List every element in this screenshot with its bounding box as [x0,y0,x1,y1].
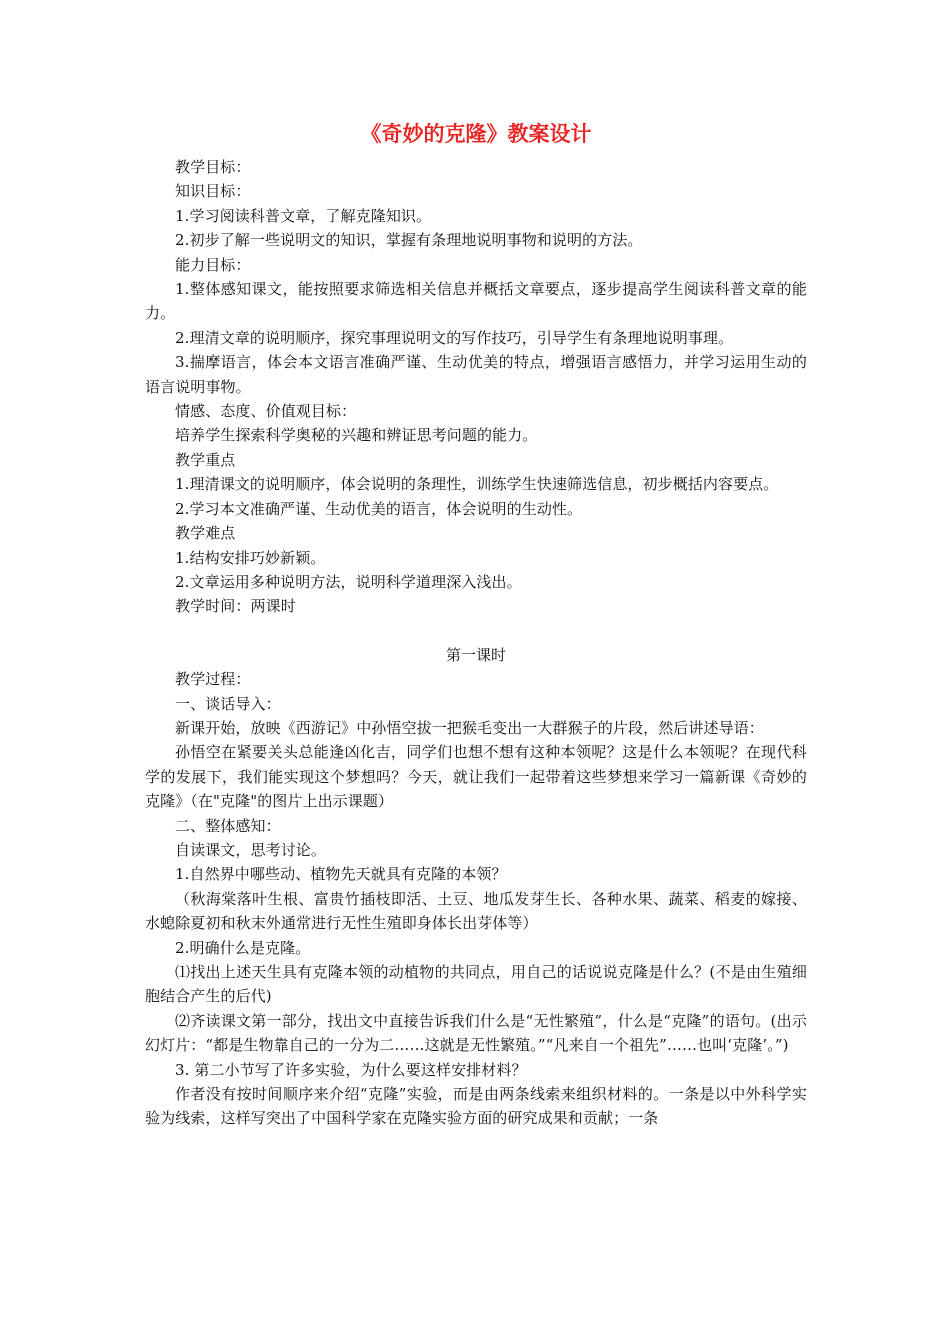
section-heading: 第一课时 [445,645,506,664]
paragraph: 自读课文，思考讨论。 [175,840,327,859]
paragraph: 教学时间：两课时 [175,597,296,616]
spacer [145,619,807,643]
paragraph: （秋海棠落叶生根、富贵竹插枝即活、土豆、地瓜发芽生长、各种水果、蔬菜、稻麦的嫁接、水螅除夏初和秋末外通常进行无性生殖即身体长出芽体等） [145,889,807,933]
paragraph: 1.自然界中哪些动、植物先天就具有克隆的本领？ [175,865,507,884]
paragraph: 教学过程： [175,670,251,689]
paragraph: ⑴找出上述天生具有克隆本领的动植物的共同点，用自己的话说说克隆是什么？(不是由生殖细胞结合产生的后代) [145,963,807,1006]
paragraph: 能力目标： [175,255,251,274]
paragraph: 2.学习本文准确严谨、生动优美的语言，体会说明的生动性。 [175,499,583,518]
paragraph: 教学难点 [175,524,236,543]
paragraph: 新课开始，放映《西游记》中孙悟空拔一把猴毛变出一大群猴子的片段，然后讲述导语： [175,718,764,737]
paragraph: 2.理清文章的说明顺序，探究事理说明文的写作技巧，引导学生有条理地说明事理。 [175,328,734,347]
paragraph: 3.揣摩语言，体会本文语言准确严谨、生动优美的特点，增强语言感悟力，并学习运用生动的语言说明事物。 [145,353,807,396]
paragraph: 情感、态度、价值观目标： [175,402,357,421]
paragraph: 二、整体感知： [175,816,281,835]
document-page [145,118,807,1131]
paragraph: 孙悟空在紧要关头总能逢凶化吉，同学们也想不想有这种本领呢？这是什么本领呢？在现代科学的发展下，我们能实现这个梦想吗？今天，就让我们一起带着这些梦想来学习一篇新课《奇妙的克隆》（在"克隆"的图片上出示课题） [145,743,807,811]
paragraph: 1.结构安排巧妙新颖。 [175,548,326,567]
paragraph: 1.学习阅读科普文章，了解克隆知识。 [175,206,432,225]
paragraph: ⑵齐读课文第一部分，找出文中直接告诉我们什么是“无性繁殖”，什么是“克隆”的语句。(出示幻灯片：“都是生物靠自己的一分为二……这就是无性繁殖。”“凡来自一个祖先”……也叫‘克隆’。”) [145,1011,807,1055]
paragraph: 2.初步了解一些说明文的知识，掌握有条理地说明事物和说明的方法。 [175,231,643,250]
paragraph: 教学目标： [175,158,251,176]
paragraph: 教学重点 [175,450,236,469]
paragraph: 1.整体感知课文，能按照要求筛选相关信息并概括文章要点，逐步提高学生阅读科普文章的能力。 [145,280,807,323]
paragraph: 3. 第二小节写了许多实验，为什么要这样安排材料？ [175,1060,527,1079]
paragraph: 一、谈话导入： [175,694,281,713]
paragraph: 知识目标： [175,182,251,201]
paragraph: 2.明确什么是克隆。 [175,938,311,957]
document-title: 《奇妙的克隆》教案设计 [360,122,592,146]
paragraph: 2.文章运用多种说明方法，说明科学道理深入浅出。 [175,572,522,591]
paragraph: 作者没有按时间顺序来介绍“克隆”实验，而是由两条线索来组织材料的。一条是以中外科学实验为线索，这样写突出了中国科学家在克隆实验方面的研究成果和贡献；一条 [145,1085,807,1128]
paragraph: 培养学生探索科学奥秘的兴趣和辨证思考问题的能力。 [175,426,538,445]
paragraph: 1.理清课文的说明顺序，体会说明的条理性，训练学生快速筛选信息，初步概括内容要点。 [175,475,779,494]
